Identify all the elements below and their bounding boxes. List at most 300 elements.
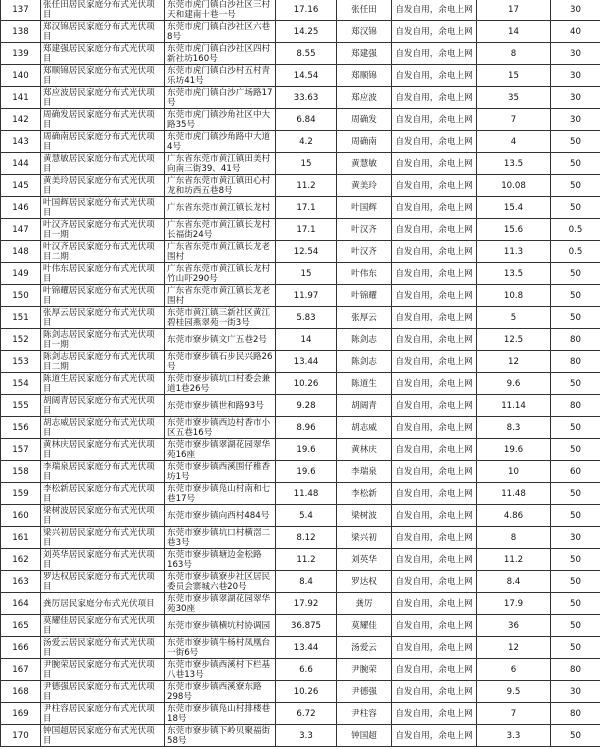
row-number: 143	[1, 131, 41, 153]
grid-mode: 自发自用，余电上网	[392, 109, 477, 131]
row-number: 140	[1, 65, 41, 87]
table-row	[1, 219, 600, 241]
grid-mode: 自发自用，余电上网	[392, 725, 477, 747]
row-number: 166	[1, 637, 41, 659]
table-row	[1, 461, 600, 483]
project-name: 周确南居民家庭分布式光伏项目	[41, 131, 165, 153]
grid-mode: 自发自用，余电上网	[392, 527, 477, 549]
value-a: 13.5	[477, 153, 551, 175]
owner-name: 郑建强	[337, 43, 392, 65]
value-b: 50	[551, 417, 600, 439]
value-a: 3.3	[477, 725, 551, 747]
installed-capacity: 6.6	[276, 659, 337, 681]
value-a: 12	[477, 637, 551, 659]
owner-name: 汤爱云	[337, 637, 392, 659]
project-name: 尹柱容居民家庭分布式光伏项目	[41, 703, 165, 725]
project-address: 东莞市寮步镇石步民兴路26号	[165, 351, 276, 373]
project-address: 广东省东莞市黄江镇长龙村竹山吓290号	[165, 263, 276, 285]
value-b: 50	[551, 615, 600, 637]
row-number: 168	[1, 681, 41, 703]
table-row	[1, 615, 600, 637]
project-address: 东莞市虎门镇白沙社区六巷8号	[165, 21, 276, 43]
value-a: 9.6	[477, 373, 551, 395]
owner-name: 陈剑志	[337, 351, 392, 373]
grid-mode: 自发自用，余电上网	[392, 21, 477, 43]
grid-mode: 自发自用，余电上网	[392, 417, 477, 439]
installed-capacity: 11.2	[276, 175, 337, 197]
owner-name: 张厚云	[337, 307, 392, 329]
value-a: 6	[477, 659, 551, 681]
owner-name: 尹腕荣	[337, 659, 392, 681]
value-b: 80	[551, 351, 600, 373]
value-b: 80	[551, 329, 600, 351]
installed-capacity: 15	[276, 153, 337, 175]
installed-capacity: 19.6	[276, 461, 337, 483]
owner-name: 叶国辉	[337, 197, 392, 219]
value-a: 10	[477, 461, 551, 483]
row-number: 156	[1, 417, 41, 439]
value-b: 50	[551, 285, 600, 307]
row-number: 150	[1, 285, 41, 307]
owner-name: 陈剑志	[337, 329, 392, 351]
value-a: 10.08	[477, 175, 551, 197]
project-name: 刘英华居民家庭分布式光伏项目	[41, 549, 165, 571]
value-b: 50	[551, 593, 600, 615]
table-row	[1, 351, 600, 373]
grid-mode: 自发自用，余电上网	[392, 65, 477, 87]
grid-mode: 自发自用，余电上网	[392, 549, 477, 571]
project-address: 东莞市寮步镇西溪围仔稚香坊1号	[165, 461, 276, 483]
value-a: 10.8	[477, 285, 551, 307]
project-name: 张任田居民家庭分布式光伏项目	[41, 0, 165, 21]
value-b: 50	[551, 373, 600, 395]
owner-name: 尹柱容	[337, 703, 392, 725]
owner-name: 周确南	[337, 131, 392, 153]
row-number: 153	[1, 351, 41, 373]
project-name: 黄林庆居民家庭分布式光伏项目	[41, 439, 165, 461]
installed-capacity: 14.54	[276, 65, 337, 87]
project-name: 龚厉居民家庭分布式光伏项目	[41, 593, 165, 615]
owner-name: 叶汉齐	[337, 241, 392, 263]
installed-capacity: 5.4	[276, 505, 337, 527]
grid-mode: 自发自用，余电上网	[392, 571, 477, 593]
project-address: 东莞市寮步镇凫山村南和七巷17号	[165, 483, 276, 505]
owner-name: 郑汉锦	[337, 21, 392, 43]
value-a: 4.86	[477, 505, 551, 527]
value-a: 5	[477, 307, 551, 329]
owner-name: 黄美玲	[337, 175, 392, 197]
project-name: 叶汉齐居民家庭分布式光伏项目二期	[41, 241, 165, 263]
value-a: 9.5	[477, 681, 551, 703]
project-address: 广东省东莞市黄江镇田心村龙和坊西五巷8号	[165, 175, 276, 197]
installed-capacity: 5.83	[276, 307, 337, 329]
installed-capacity: 4.2	[276, 131, 337, 153]
project-address: 东莞市寮步镇凫山村排楼巷18号	[165, 703, 276, 725]
installed-capacity: 33.63	[276, 87, 337, 109]
value-a: 12.5	[477, 329, 551, 351]
installed-capacity: 17.1	[276, 219, 337, 241]
row-number: 145	[1, 175, 41, 197]
value-a: 35	[477, 87, 551, 109]
installed-capacity: 6.72	[276, 703, 337, 725]
installed-capacity: 8.4	[276, 571, 337, 593]
value-a: 15.4	[477, 197, 551, 219]
owner-name: 莫耀佳	[337, 615, 392, 637]
grid-mode: 自发自用，余电上网	[392, 615, 477, 637]
grid-mode: 自发自用，余电上网	[392, 285, 477, 307]
owner-name: 梁树波	[337, 505, 392, 527]
installed-capacity: 36.875	[276, 615, 337, 637]
owner-name: 胡阔青	[337, 395, 392, 417]
value-a: 12	[477, 351, 551, 373]
value-a: 14	[477, 21, 551, 43]
grid-mode: 自发自用，余电上网	[392, 351, 477, 373]
table-row	[1, 571, 600, 593]
row-number: 142	[1, 109, 41, 131]
value-b: 50	[551, 483, 600, 505]
grid-mode: 自发自用，余电上网	[392, 307, 477, 329]
project-address: 东莞市寮步镇下岭贝聚福街58号	[165, 725, 276, 747]
table-row	[1, 307, 600, 329]
owner-name: 叶伟东	[337, 263, 392, 285]
project-name: 陈剑志居民家庭分布式光伏项目二期	[41, 351, 165, 373]
installed-capacity: 8.96	[276, 417, 337, 439]
project-address: 东莞市寮步镇坑口村横滘二巷3号	[165, 527, 276, 549]
project-address: 东莞市寮步镇横坑村协调园	[165, 615, 276, 637]
row-number: 139	[1, 43, 41, 65]
owner-name: 刘英华	[337, 549, 392, 571]
row-number: 148	[1, 241, 41, 263]
project-name: 李瑞泉居民家庭分布式光伏项目	[41, 461, 165, 483]
value-b: 50	[551, 263, 600, 285]
installed-capacity: 10.26	[276, 681, 337, 703]
table-row	[1, 153, 600, 175]
value-b: 30	[551, 87, 600, 109]
installed-capacity: 10.26	[276, 373, 337, 395]
value-a: 8	[477, 43, 551, 65]
project-address: 广东省东莞市黄江镇长龙老围村	[165, 285, 276, 307]
project-address: 东莞市虎门镇沙角社区中大路35号	[165, 109, 276, 131]
grid-mode: 自发自用，余电上网	[392, 681, 477, 703]
installed-capacity: 8.55	[276, 43, 337, 65]
value-b: 30	[551, 681, 600, 703]
grid-mode: 自发自用，余电上网	[392, 43, 477, 65]
project-name: 尹腕荣居民家庭分布式光伏项目	[41, 659, 165, 681]
value-b: 50	[551, 439, 600, 461]
project-name: 郑建强居民家庭分布式光伏项目	[41, 43, 165, 65]
value-a: 7	[477, 109, 551, 131]
owner-name: 周确发	[337, 109, 392, 131]
project-name: 叶国辉居民家庭分布式光伏项目	[41, 197, 165, 219]
installed-capacity: 14.25	[276, 21, 337, 43]
table-row	[1, 395, 600, 417]
value-b: 50	[551, 571, 600, 593]
row-number: 167	[1, 659, 41, 681]
installed-capacity: 17.16	[276, 0, 337, 21]
value-b: 50	[551, 725, 600, 747]
grid-mode: 自发自用，余电上网	[392, 505, 477, 527]
value-b: 50	[551, 153, 600, 175]
project-name: 叶伟东居民家庭分布式光伏项目	[41, 263, 165, 285]
table-row	[1, 197, 600, 219]
row-number: 141	[1, 87, 41, 109]
project-address: 东莞市虎门镇沙角路中大道4号	[165, 131, 276, 153]
table-body	[1, 0, 600, 747]
value-a: 11.2	[477, 549, 551, 571]
project-address: 东莞市虎门镇白沙广场路17号	[165, 87, 276, 109]
project-address: 东莞市寮步镇翠湖花园翠华苑30座	[165, 593, 276, 615]
table-row	[1, 505, 600, 527]
project-address: 东莞市寮步镇文广五巷2号	[165, 329, 276, 351]
value-b: 50	[551, 307, 600, 329]
table-row	[1, 483, 600, 505]
table-row	[1, 439, 600, 461]
project-address: 东莞市黄江镇三新社区黄江碧桂园燕翠苑一街3号	[165, 307, 276, 329]
value-a: 19.6	[477, 439, 551, 461]
owner-name: 李瑞泉	[337, 461, 392, 483]
owner-name: 罗达权	[337, 571, 392, 593]
grid-mode: 自发自用，余电上网	[392, 329, 477, 351]
value-a: 8.4	[477, 571, 551, 593]
value-b: 80	[551, 659, 600, 681]
project-name: 胡志威居民家庭分布式光伏项目	[41, 417, 165, 439]
row-number: 147	[1, 219, 41, 241]
owner-name: 陈道生	[337, 373, 392, 395]
project-address: 东莞市寮步镇西溪村下栏基八巷13号	[165, 659, 276, 681]
project-address: 东莞市寮步镇塘边金松路163号	[165, 549, 276, 571]
row-number: 144	[1, 153, 41, 175]
installed-capacity: 17.92	[276, 593, 337, 615]
value-a: 17	[477, 0, 551, 21]
project-address: 东莞市虎门镇白沙社区三村天和建南十巷一号	[165, 0, 276, 21]
project-name: 胡阔青居民家庭分布式光伏项目	[41, 395, 165, 417]
table-row	[1, 659, 600, 681]
row-number: 149	[1, 263, 41, 285]
project-name: 黄美玲居民家庭分布式光伏项目	[41, 175, 165, 197]
project-name: 罗达权居民家庭分布式光伏项目	[41, 571, 165, 593]
table-row	[1, 527, 600, 549]
grid-mode: 自发自用，余电上网	[392, 703, 477, 725]
table-row	[1, 263, 600, 285]
table-row	[1, 285, 600, 307]
grid-mode: 自发自用，余电上网	[392, 153, 477, 175]
owner-name: 黄林庆	[337, 439, 392, 461]
installed-capacity: 3.3	[276, 725, 337, 747]
owner-name: 郑应波	[337, 87, 392, 109]
row-number: 152	[1, 329, 41, 351]
grid-mode: 自发自用，余电上网	[392, 395, 477, 417]
value-a: 8	[477, 527, 551, 549]
value-b: 50	[551, 175, 600, 197]
row-number: 170	[1, 725, 41, 747]
installed-capacity: 6.84	[276, 109, 337, 131]
row-number: 157	[1, 439, 41, 461]
value-b: 50	[551, 505, 600, 527]
row-number: 161	[1, 527, 41, 549]
row-number: 162	[1, 549, 41, 571]
row-number: 165	[1, 615, 41, 637]
grid-mode: 自发自用，余电上网	[392, 593, 477, 615]
owner-name: 张任田	[337, 0, 392, 21]
project-address: 广东省东莞市黄江镇长龙老围村	[165, 241, 276, 263]
row-number: 164	[1, 593, 41, 615]
owner-name: 龚厉	[337, 593, 392, 615]
value-b: 50	[551, 637, 600, 659]
row-number: 159	[1, 483, 41, 505]
row-number: 154	[1, 373, 41, 395]
installed-capacity: 8.12	[276, 527, 337, 549]
owner-name: 胡志威	[337, 417, 392, 439]
value-b: 0.5	[551, 241, 600, 263]
project-address: 广东省东莞市黄江镇田美村向南三街39、41号	[165, 153, 276, 175]
value-b: 0.5	[551, 219, 600, 241]
installed-capacity: 17.1	[276, 197, 337, 219]
table-row	[1, 0, 600, 21]
value-a: 36	[477, 615, 551, 637]
table-row	[1, 417, 600, 439]
value-a: 13.5	[477, 263, 551, 285]
project-address: 东莞市寮步镇西溪寮东路298号	[165, 681, 276, 703]
installed-capacity: 11.2	[276, 549, 337, 571]
installed-capacity: 9.28	[276, 395, 337, 417]
owner-name: 梁兴初	[337, 527, 392, 549]
row-number: 137	[1, 0, 41, 21]
table-row	[1, 725, 600, 747]
installed-capacity: 13.44	[276, 637, 337, 659]
value-b: 30	[551, 527, 600, 549]
project-name: 梁兴初居民家庭分布式光伏项目	[41, 527, 165, 549]
table-row	[1, 593, 600, 615]
value-b: 30	[551, 43, 600, 65]
installed-capacity: 11.97	[276, 285, 337, 307]
table-row	[1, 175, 600, 197]
project-name: 郑顺锦居民家庭分布式光伏项目	[41, 65, 165, 87]
table-row	[1, 329, 600, 351]
grid-mode: 自发自用，余电上网	[392, 637, 477, 659]
project-name: 汤爱云居民家庭分布式光伏项目	[41, 637, 165, 659]
table-row	[1, 241, 600, 263]
project-name: 陈剑志居民家庭分布式光伏项目一期	[41, 329, 165, 351]
grid-mode: 自发自用，余电上网	[392, 461, 477, 483]
project-name: 陈道生居民家庭分布式光伏项目	[41, 373, 165, 395]
grid-mode: 自发自用，余电上网	[392, 87, 477, 109]
project-address: 广东省东莞市黄江镇长龙村	[165, 197, 276, 219]
value-a: 11.48	[477, 483, 551, 505]
owner-name: 尹德强	[337, 681, 392, 703]
grid-mode: 自发自用，余电上网	[392, 175, 477, 197]
table-row	[1, 21, 600, 43]
project-address: 广东省东莞市黄江镇长龙村长福街24号	[165, 219, 276, 241]
project-name: 叶锦耀居民家庭分布式光伏项目	[41, 285, 165, 307]
project-address: 东莞市虎门镇白沙村五村青乐坊41号	[165, 65, 276, 87]
table-row	[1, 681, 600, 703]
owner-name: 叶锦耀	[337, 285, 392, 307]
owner-name: 李松新	[337, 483, 392, 505]
value-a: 4	[477, 131, 551, 153]
value-a: 7	[477, 703, 551, 725]
value-b: 50	[551, 131, 600, 153]
value-b: 50	[551, 549, 600, 571]
table-row	[1, 43, 600, 65]
grid-mode: 自发自用，余电上网	[392, 659, 477, 681]
project-address: 东莞市寮步镇世和路93号	[165, 395, 276, 417]
value-b: 30	[551, 0, 600, 21]
grid-mode: 自发自用，余电上网	[392, 197, 477, 219]
row-number: 160	[1, 505, 41, 527]
grid-mode: 自发自用，余电上网	[392, 219, 477, 241]
value-b: 60	[551, 461, 600, 483]
row-number: 155	[1, 395, 41, 417]
project-address: 东莞市寮步镇寮步社区居民委员会寨城六巷20号	[165, 571, 276, 593]
project-address: 东莞市寮步镇向西村484号	[165, 505, 276, 527]
project-name: 郑应波居民家庭分布式光伏项目	[41, 87, 165, 109]
project-name: 莫耀佳居民家庭分布式光伏项目	[41, 615, 165, 637]
value-a: 17.9	[477, 593, 551, 615]
table-row	[1, 703, 600, 725]
value-b: 40	[551, 21, 600, 43]
installed-capacity: 12.54	[276, 241, 337, 263]
table-row	[1, 109, 600, 131]
project-name: 周确发居民家庭分布式光伏项目	[41, 109, 165, 131]
row-number: 169	[1, 703, 41, 725]
grid-mode: 自发自用，余电上网	[392, 439, 477, 461]
grid-mode: 自发自用，余电上网	[392, 131, 477, 153]
project-address: 东莞市寮步镇西边村香市小区五巷16号	[165, 417, 276, 439]
installed-capacity: 13.44	[276, 351, 337, 373]
project-address: 东莞市寮步镇坑口村委会兼道1巷26号	[165, 373, 276, 395]
project-name: 李松新居民家庭分布式光伏项目	[41, 483, 165, 505]
project-name: 郑汉锦居民家庭分布式光伏项目	[41, 21, 165, 43]
owner-name: 钟国超	[337, 725, 392, 747]
grid-mode: 自发自用，余电上网	[392, 483, 477, 505]
table-row	[1, 549, 600, 571]
installed-capacity: 19.6	[276, 439, 337, 461]
value-b: 30	[551, 109, 600, 131]
installed-capacity: 15	[276, 263, 337, 285]
table-row	[1, 87, 600, 109]
grid-mode: 自发自用，余电上网	[392, 263, 477, 285]
project-name: 叶汉齐居民家庭分布式光伏项目一期	[41, 219, 165, 241]
project-address: 东莞市寮步镇翠湖花园翠华苑16座	[165, 439, 276, 461]
table-row	[1, 373, 600, 395]
table-row	[1, 637, 600, 659]
project-name: 钟国超居民家庭分布式光伏项目	[41, 725, 165, 747]
value-a: 15.6	[477, 219, 551, 241]
value-a: 8.3	[477, 417, 551, 439]
owner-name: 黄慧敏	[337, 153, 392, 175]
table-row	[1, 131, 600, 153]
row-number: 158	[1, 461, 41, 483]
owner-name: 郑顺锦	[337, 65, 392, 87]
row-number: 151	[1, 307, 41, 329]
project-name: 尹德强居民家庭分布式光伏项目	[41, 681, 165, 703]
value-b: 50	[551, 197, 600, 219]
grid-mode: 自发自用，余电上网	[392, 241, 477, 263]
row-number: 138	[1, 21, 41, 43]
value-a: 15	[477, 65, 551, 87]
grid-mode: 自发自用，余电上网	[392, 0, 477, 21]
installed-capacity: 14	[276, 329, 337, 351]
grid-mode: 自发自用，余电上网	[392, 373, 477, 395]
installed-capacity: 11.48	[276, 483, 337, 505]
project-name: 黄慧敏居民家庭分布式光伏项目	[41, 153, 165, 175]
project-address: 东莞市虎门镇白沙社区四村新社坊160号	[165, 43, 276, 65]
project-address: 东莞市寮步镇牛杨村凤凰台一街6号	[165, 637, 276, 659]
value-b: 30	[551, 65, 600, 87]
value-a: 11.14	[477, 395, 551, 417]
row-number: 163	[1, 571, 41, 593]
project-name: 张厚云居民家庭分布式光伏项目	[41, 307, 165, 329]
